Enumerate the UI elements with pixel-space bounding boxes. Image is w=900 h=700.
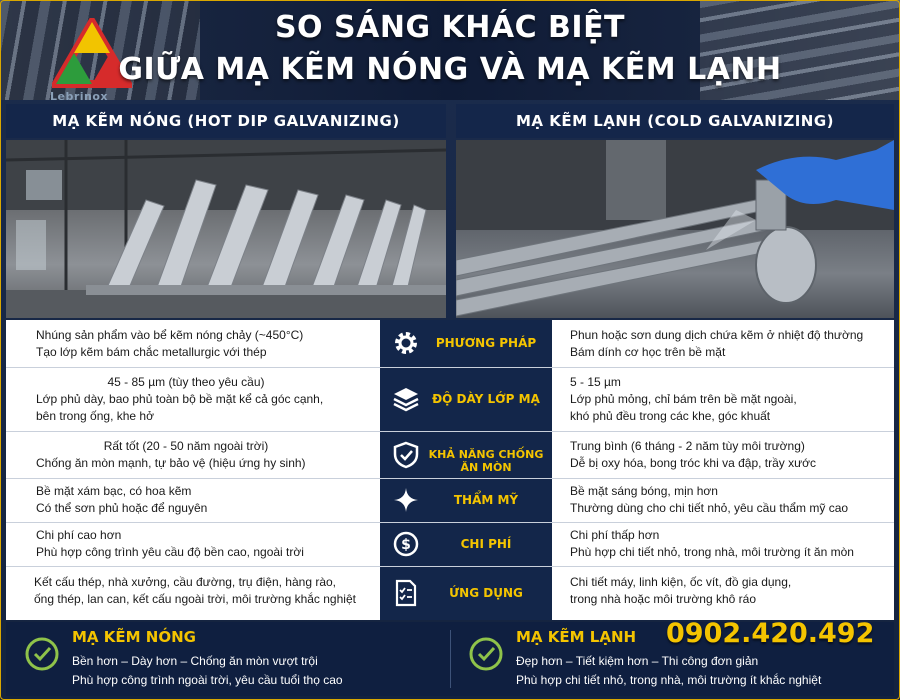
table-row (6, 479, 894, 523)
cold-summary-line2: Phù hợp chi tiết nhỏ, trong nhà, môi trường ít khắc nghiệt (516, 673, 822, 687)
hot-dip-application-text: Kết cấu thép, nhà xưởng, cầu đường, trụ điện, hàng rào, ống thép, lan can, kết cấu ngoài trời, môi trường khắc nghiệt (34, 575, 356, 606)
logo-text: Lebrinox (50, 90, 109, 103)
cold-method-text: Phun hoặc sơn dung dịch chứa kẽm ở nhiệt độ thường Bám dính cơ học trên bề mặt (570, 328, 864, 359)
hot-dip-summary-line2: Phù hợp công trình ngoài trời, yêu cầu tuổi thọ cao (72, 673, 343, 687)
hot-dip-corrosion-text: Rất tốt (20 - 50 năm ngoài trời) Chống ăn mòn mạnh, tự bảo vệ (hiệu ứng hy sinh) (36, 439, 306, 470)
aesthetics-label: THẨM MỸ (380, 479, 552, 522)
footer-divider (450, 630, 451, 688)
cold-corrosion-text: Trung bình (6 tháng - 2 năm tùy môi trường) Dễ bị oxy hóa, bong tróc khi va đập, trầy xước (570, 439, 817, 470)
check-circle-icon (24, 636, 60, 672)
table-row (6, 320, 894, 368)
cold-summary-title: MẠ KẼM LẠNH (516, 628, 637, 646)
gear-icon (392, 329, 420, 357)
page-title-line2: GIỮA MẠ KẼM NÓNG VÀ MẠ KẼM LẠNH (118, 52, 782, 87)
corrosion-label: KHẢ NĂNG CHỐNG ĂN MÒN (380, 432, 552, 478)
check-circle-icon (468, 636, 504, 672)
header-banner (0, 0, 900, 103)
method-label: PHƯƠNG PHÁP (380, 320, 552, 367)
page-title-line1: SO SÁNG KHÁC BIỆT (274, 10, 626, 45)
cold-cost-text: Chi phí thấp hơn Phù hợp chi tiết nhỏ, trong nhà, môi trường ít ăn mòn (570, 528, 854, 559)
hot-dip-thickness-text: 45 - 85 µm (tùy theo yêu cầu) Lớp phủ dày, bao phủ toàn bộ bề mặt kể cả góc cạnh, bên trong ống, khe hở (36, 375, 324, 423)
cold-thickness-text: 5 - 15 µm Lớp phủ mỏng, chỉ bám trên bề mặt ngoài, khó phủ đều trong các khe, góc khuất (570, 375, 797, 423)
hot-dip-cost-text: Chi phí cao hơn Phù hợp công trình yêu cầu độ bền cao, ngoài trời (36, 528, 304, 559)
cold-galvanizing-spray-photo (456, 140, 894, 318)
summary-footer (6, 618, 894, 696)
hot-dip-column-header: MẠ KẼM NÓNG (HOT DIP GALVANIZING) (6, 104, 446, 138)
application-label: ỨNG DỤNG (380, 567, 552, 620)
cold-galvanizing-column-header: MẠ KẼM LẠNH (COLD GALVANIZING) (456, 104, 894, 138)
layers-icon (392, 385, 420, 413)
shield-check-icon (392, 441, 420, 469)
cold-application-text: Chi tiết máy, linh kiện, ốc vít, đồ gia dụng, trong nhà hoặc môi trường khô ráo (570, 575, 792, 606)
hot-dip-summary-line1: Bền hơn – Dày hơn – Chống ăn mòn vượt trội (72, 654, 318, 668)
cost-label: $ CHI PHÍ (380, 523, 552, 566)
thickness-label: ĐỘ DÀY LỚP MẠ (380, 368, 552, 431)
comparison-table (6, 320, 894, 620)
cold-aesthetics-text: Bề mặt sáng bóng, mịn hơn Thường dùng cho chi tiết nhỏ, yêu cầu thẩm mỹ cao (570, 484, 849, 515)
table-row (6, 432, 894, 479)
dollar-coin-icon (392, 530, 420, 558)
sparkle-icon (392, 486, 420, 514)
hot-dip-summary-title: MẠ KẼM NÓNG (72, 628, 196, 646)
hotline-phone[interactable]: 0902.420.492 (666, 618, 875, 649)
table-row (6, 368, 894, 432)
svg-text:$: $ (401, 537, 411, 553)
table-row (6, 523, 894, 567)
hot-dip-factory-photo (6, 140, 446, 318)
hot-dip-aesthetics-text: Bề mặt xám bạc, có hoa kẽm Có thể sơn phủ hoặc để nguyên (36, 484, 208, 515)
hot-dip-method-text: Nhúng sản phẩm vào bể kẽm nóng chảy (~450°C) Tạo lớp kẽm bám chắc metallurgic với thép (36, 328, 304, 359)
document-checklist-icon (392, 579, 420, 607)
table-row (6, 567, 894, 620)
cold-summary-line1: Đẹp hơn – Tiết kiệm hơn – Thi công đơn giản (516, 654, 759, 668)
